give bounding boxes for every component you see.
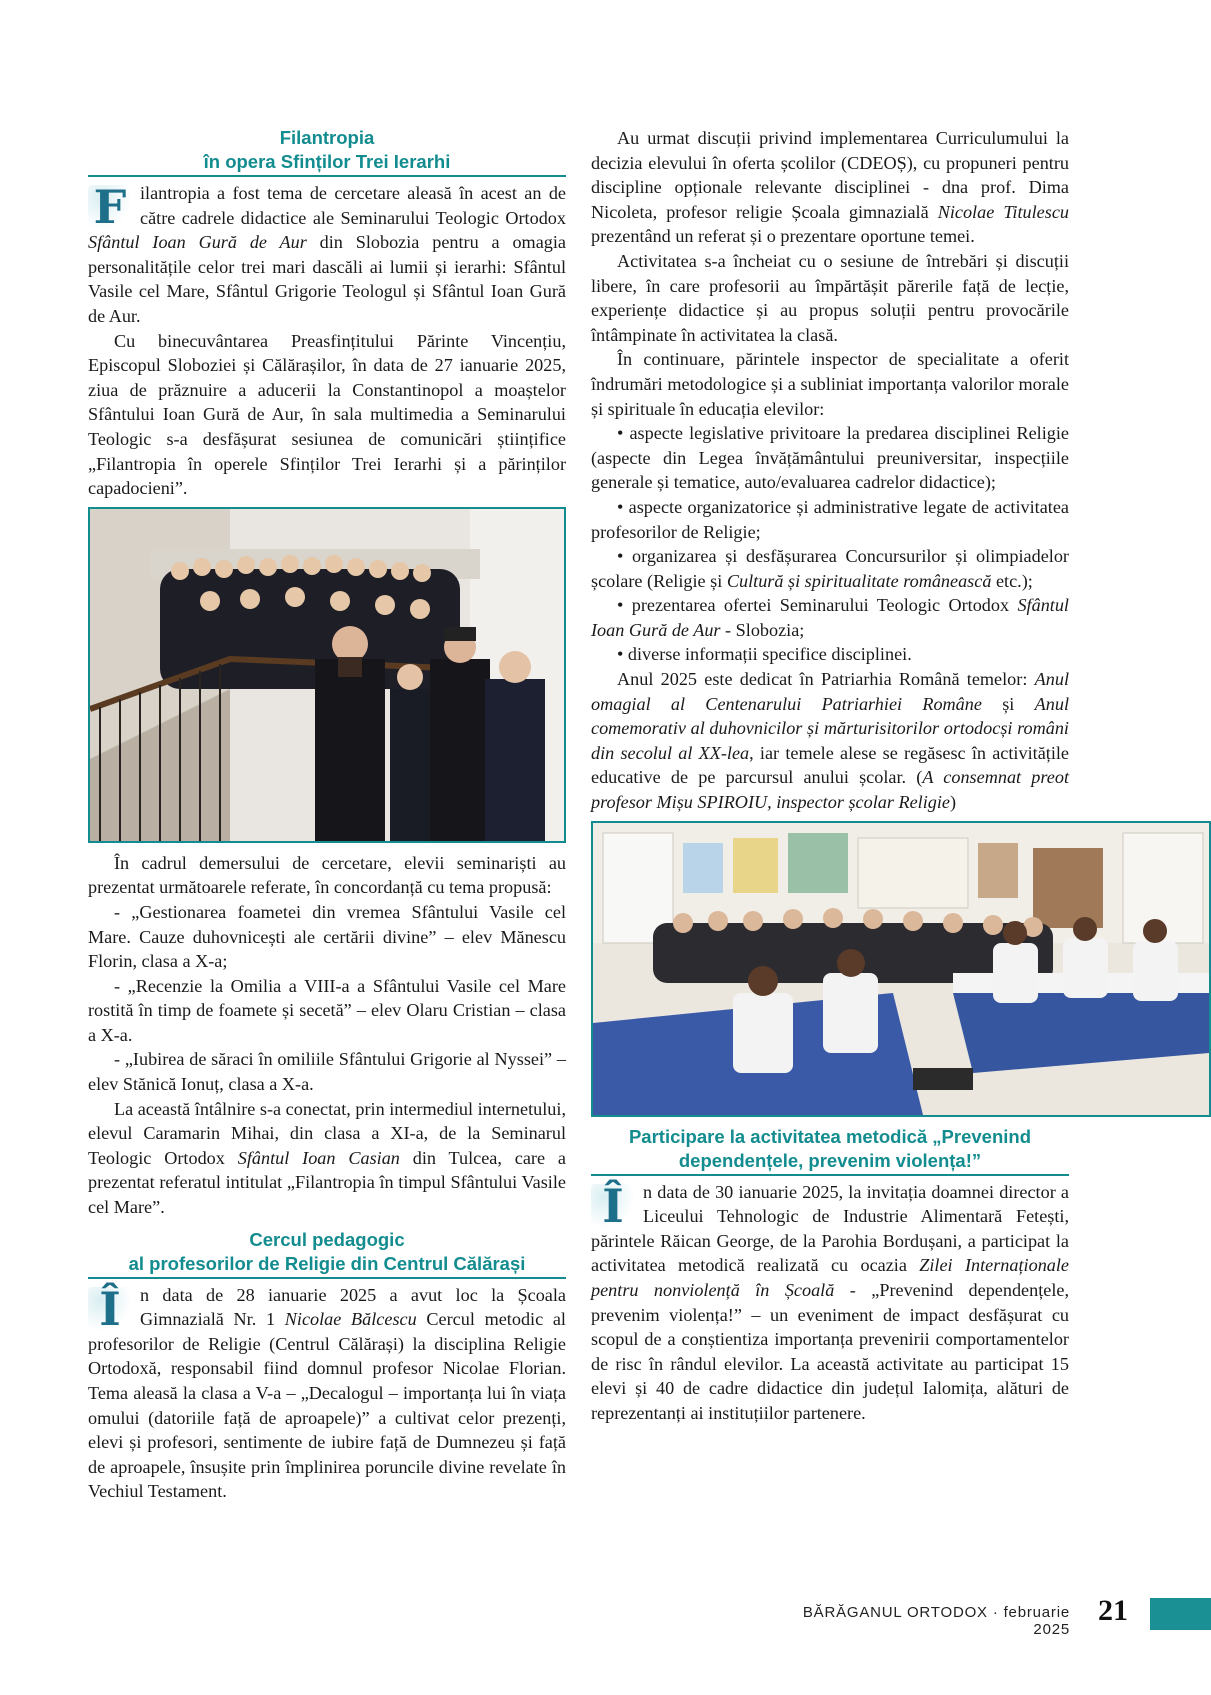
classroom-photo-illustration [593,823,1209,1115]
article2-paragraph-3: Activitatea s-a încheiat cu o sesiune de întrebări și discuții libere, în care profesorii au împărtășit părerile față de lecție, experiențe didactice și au propus soluții pentru provocările întâmpinate în activitatea la clasă. [591,250,1069,345]
bullet-item-2: • aspecte organizatorice și administrative legate de activitatea profesorilor de Religie; [591,496,1069,542]
bullet-item-1: • aspecte legislative privitoare la predarea disciplinei Religie (aspecte din Legea învățământului preuniversitar, inspecțiile generale și tematice, auto/evaluarea cadrelor didactice); [591,423,1069,493]
dropcap: Î [591,1184,635,1228]
bullet-item-3: • organizarea și desfășurarea Concursurilor și olimpiadelor școlare (Religie și Cultură și spiritualitate românească etc.); [591,546,1069,591]
report-item-1: - „Gestionarea foametei din vremea Sfântului Vasile cel Mare. Cauze duhovnicești ale certării divine” – elev Mănescu Florin, clasa a X-a; [88,901,566,972]
group-photo-stairs [88,507,566,843]
article3-paragraph-1: Î n data de 30 ianuarie 2025, la invitația doamnei director a Liceului Tehnologic de Industrie Alimentară Fetești, părintele Răican George, de la Parohia Bordușani, a participat la activitatea metodică realizată cu ocazia Zilei Internaționale pentru nonviolență în Școală - „Prevenind dependențele, prevenim violența!” – un eveniment de impact desfășurat cu scopul de a conștientiza importanța prevenirii comportamentelor de risc în rândul elevilor. La această activitate au participat 15 elevi și 40 de cadre didactice din județul Ialomița, alături de reprezentanți ai instituțiilor partenere. [591,1178,1070,1423]
right-column [591,126,1069,1426]
bullet-item-5: • diverse informații specifice disciplinei. [617,644,912,665]
article2-paragraph-1: Î n data de 28 ianuarie 2025 a avut loc la Școala Gimnazială Nr. 1 Nicolae Bălcescu Cercul metodic al profesorilor de Religie (Centrul Călărași) la disciplina Religie Ortodoxă, responsabil fiind domnul profesor Nicolae Florian. Tema aleasă la clasa a V-a – „Decalogul – importanța lui în viața omului (datoriile față de aproapele)” a cultivat celor prezenți, elevi și profesori, sentimente de iubire față de Dumnezeu și față de aproapele, însușite prin împlinirea poruncile divine revelate în Vechiul Testament. [88,1281,566,1502]
page-number: 21 [1098,1594,1128,1627]
article1-paragraph-3: În cadrul demersului de cercetare, elevii seminariști au prezentat următoarele referate, în concordanță cu tema propusă: [88,852,566,898]
report-item-2: - „Recenzie la Omilia a VIII-a a Sfântului Vasile cel Mare rostită în timp de foamete și secetă” – elev Olaru Cristian – clasa a X-a. [88,975,566,1045]
dropcap: Î [88,1287,132,1331]
article3-title: Participare la activitatea metodică „Prevenind dependențele, prevenim violența!” [591,1125,1069,1176]
footer-accent-bar [1150,1598,1211,1630]
article2-title: Cercul pedagogic al profesorilor de Religie din Centrul Călărași [88,1228,566,1279]
report-item-3: - „Iubirea de săraci în omiliile Sfântului Grigorie al Nyssei” – elev Stănică Ionuț, clasa a X-a. [88,1049,566,1095]
group-photo-illustration [90,509,564,841]
classroom-photo [591,821,1211,1117]
article2-paragraph-4: În continuare, părintele inspector de specialitate a oferit îndrumări metodologice și a subliniat importanța valorilor morale și spirituale în educația elevilor: [591,349,1069,419]
article2-paragraph-5: Anul 2025 este dedicat în Patriarhia Română temelor: Anul omagial al Centenarului Patriarhiei Române și Anul comemorativ al duhovnicilor și mărturisitorilor ortodocși români din secolul al XX-lea, iar temele alese se regăsesc în activitățile educative de pe parcursul anului școlar. (A consemnat preot profesor Mișu SPIROIU, inspector școlar Religie) [591,669,1069,813]
article1-paragraph-2: Cu binecuvântarea Preasfințitului Părinte Vincențiu, Episcopul Sloboziei și Călărașilor, în data de 27 ianuarie 2025, ziua de prăznuire a aducerii la Constantinopol a moaștelor Sfântului Ioan Gură de Aur, în sala multimedia a Seminarului Teologic s-a desfășurat sesiunea de comunicări științifice „Filantropia în operele Sfinților Trei Ierarhi și a părinților capadocieni”. [88,330,566,499]
article1-paragraph-4: La această întâlnire s-a conectat, prin intermediul internetului, elevul Caramarin Mihai, din clasa a XI-a, de la Seminarul Teologic Ortodox Sfântul Ioan Casian din Tulcea, care a prezentat referatul intitulat „Filantropia în timpul Sfântului Vasile cel Mare”. [88,1098,566,1218]
publication-footer: BĂRĂGANUL ORTODOX · februarie 2025 [802,1604,1070,1638]
left-column [88,126,566,1504]
bullet-item-4: • prezentarea ofertei Seminarului Teologic Ortodox Sfântul Ioan Gură de Aur - Slobozia; [591,595,1069,640]
dropcap: F [88,185,132,229]
article1-paragraph-1: F ilantropia a fost tema de cercetare aleasă în acest an de către cadrele didactice ale Seminarului Teologic Ortodox Sfântul Ioan Gură de Aur din Slobozia pentru a omagia personalitățile celor trei mari dascăli ai lumii și ierarhi: Sfântul Vasile cel Mare, Sfântul Grigorie Teologul și Sfântul Ioan Gură de Aur. [88,180,566,326]
article2-paragraph-2: Au urmat discuții privind implementarea Curriculumului la decizia elevului în oferta școlilor (CDEOȘ), cu propuneri pentru discipline opționale relevante disciplinei - dna prof. Dima Nicoleta, profesor religie Școala gimnazială Nicolae Titulescu prezentând un referat și o prezentare oportune temei. [591,128,1069,247]
article1-title: Filantropia în opera Sfinților Trei Ierarhi [88,126,566,177]
